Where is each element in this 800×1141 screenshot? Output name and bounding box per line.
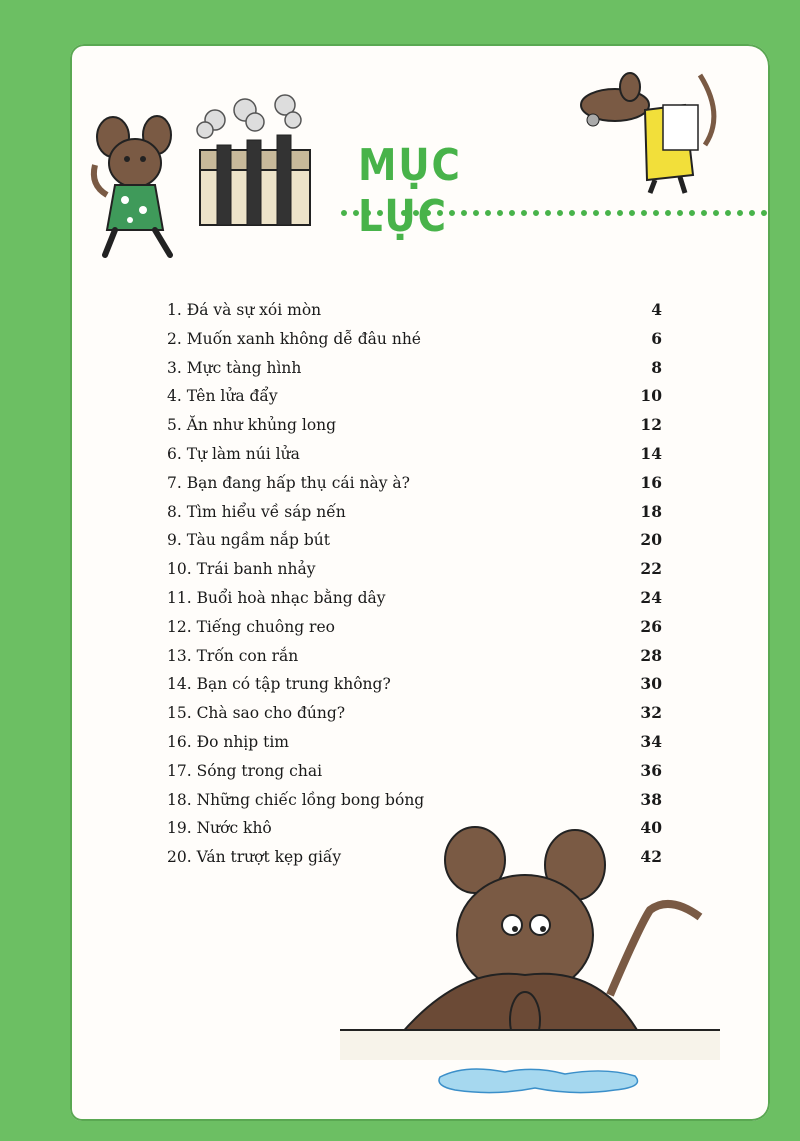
toc-entry-page: 16 [640,472,662,492]
toc-entry-page: 6 [651,328,662,348]
toc-entry-page: 18 [640,501,662,521]
toc-entry [167,300,662,329]
toc-entry [167,329,662,358]
toc-entry [167,646,662,675]
toc-entry-label: 11. Buổi hoà nhạc bằng dây [167,588,386,607]
toc-entry-page: 36 [640,760,662,780]
toc-entry [167,761,662,790]
toc-entry-page: 40 [640,818,662,838]
toc-entry-page: 14 [640,443,662,463]
toc-entry [167,530,662,559]
toc-entry-page: 8 [651,357,662,377]
test-tubes-icon [185,90,325,235]
toc-entry-label: 3. Mực tàng hình [167,358,302,377]
toc-entry-label: 19. Nước khô [167,819,272,838]
toc-entry-page: 10 [640,386,662,406]
toc-entry-label: 2. Muốn xanh không dễ đâu nhé [167,329,421,348]
rat-in-shirt-icon [85,115,195,260]
toc-entry-page: 4 [651,300,662,319]
title-dotted-divider [340,208,770,218]
toc-entry [167,473,662,502]
toc-entry-label: 18. Những chiếc lồng bong bóng [167,790,425,809]
toc-entry [167,386,662,415]
thinking-rat-icon [340,825,720,1060]
toc-entry-label: 7. Bạn đang hấp thụ cái này à? [167,473,410,492]
toc-entry-page: 24 [640,587,662,607]
toc-entry [167,588,662,617]
toc-entry-page: 26 [640,616,662,636]
toc-entry [167,790,662,819]
toc-entry-page: 34 [640,731,662,751]
toc-entry [167,444,662,473]
rat-scientist-icon [575,65,735,195]
toc-entry-label: 13. Trốn con rắn [167,646,299,665]
toc-entry-label: 10. Trái banh nhảy [167,560,316,579]
toc-entry-label: 14. Bạn có tập trung không? [167,675,391,694]
toc-entry-page: 20 [640,530,662,550]
toc-entry-label: 20. Ván trượt kẹp giấy [167,848,342,867]
toc-entry-label: 8. Tìm hiểu về sáp nến [167,502,346,521]
toc-entry-page: 30 [640,674,662,694]
table-of-contents [167,300,662,876]
toc-entry [167,617,662,646]
toc-entry [167,415,662,444]
toc-entry [167,674,662,703]
toc-entry [167,732,662,761]
toc-entry-page: 32 [640,703,662,723]
toc-entry-page: 28 [640,645,662,665]
page-title: MỤC LỤC [358,140,462,242]
toc-entry-label: 9. Tàu ngầm nắp bút [167,531,330,550]
toc-entry-page: 38 [640,789,662,809]
water-puddle-icon [435,1062,650,1102]
toc-entry [167,559,662,588]
toc-entry-label: 12. Tiếng chuông reo [167,617,335,636]
toc-entry-label: 1. Đá và sự xói mòn [167,301,322,319]
toc-entry [167,703,662,732]
toc-entry-label: 17. Sóng trong chai [167,761,323,780]
toc-entry-page: 22 [640,559,662,579]
toc-entry-label: 16. Đo nhịp tim [167,732,290,751]
toc-entry-label: 4. Tên lửa đẩy [167,387,278,406]
toc-entry-page: 12 [640,415,662,435]
toc-entry-page: 42 [640,847,662,867]
toc-entry [167,358,662,387]
toc-entry-label: 6. Tự làm núi lửa [167,444,300,463]
toc-entry [167,502,662,531]
toc-entry-label: 15. Chà sao cho đúng? [167,704,346,723]
toc-entry-label: 5. Ăn như khủng long [167,416,337,435]
